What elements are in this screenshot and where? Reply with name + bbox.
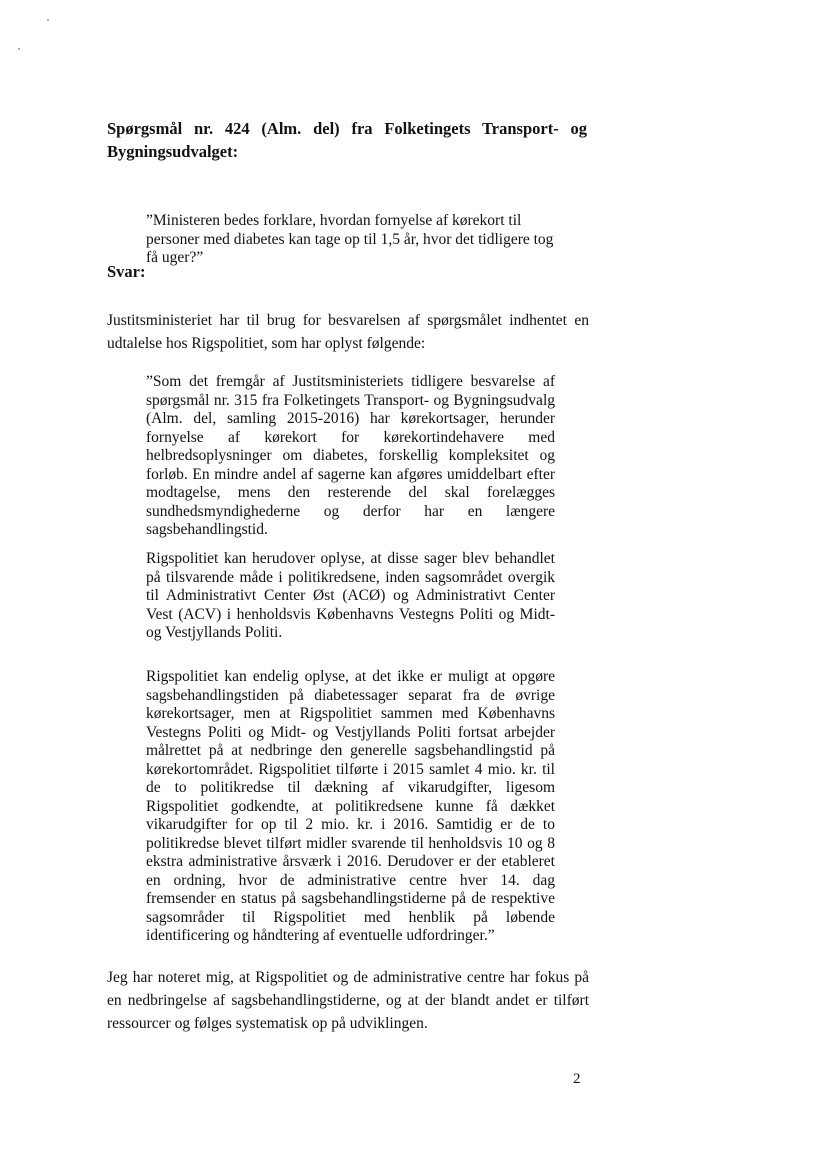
scan-speck <box>18 48 20 50</box>
question-heading: Spørgsmål nr. 424 (Alm. del) fra Folketingets Transport- og Bygningsudvalget: <box>107 119 587 161</box>
closing-paragraph: Jeg har noteret mig, at Rigspolitiet og de administrative centre har fokus på en nedbringelse af sagsbehandlingstiderne, og at der blandt andet er tilført ressourcer og følges systematisk op på udviklingen. <box>107 969 589 1032</box>
quote-paragraph: ”Som det fremgår af Justitsministeriets tidligere besvarelse af spørgsmål nr. 315 fra Folketingets Transport- og Bygningsudvalg (Alm. del, samling 2015-2016) har kørekortsager, herunder fornyelse af kørekort for kørekortindehavere med helbredsoplysninger om diabetes, forskellig kompleksitet og forløb. En mindre andel af sagerne kan afgøres umiddelbart efter modtagelse, mens den resterende del skal forelægges sundhedsmyndighederne og derfor har en længere sagsbehandlingstid. <box>146 373 555 538</box>
question-text: ”Ministeren bedes forklare, hvordan fornyelse af kørekort til personer med diabetes kan tage op til 1,5 år, hvor det tidligere tog få uger?” <box>146 212 554 266</box>
answer-intro-paragraph: Justitsministeriet har til brug for besvarelsen af spørgsmålet indhentet en udtalelse hos Rigspolitiet, som har oplyst følgende: <box>107 312 589 352</box>
quote-paragraph: Rigspolitiet kan herudover oplyse, at disse sager blev behandlet på tilsvarende måde i politikredsene, inden sagsområdet overgik til Administrativt Center Øst (ACØ) og Administrativt Center Vest (ACV) i henholdsvis Københavns Vestegns Politi og Midt- og Vestjyllands Politi. <box>146 550 555 641</box>
answer-label: Svar: <box>107 262 146 281</box>
scan-speck <box>47 19 49 21</box>
quote-paragraph: Rigspolitiet kan endelig oplyse, at det ikke er muligt at opgøre sagsbehandlingstiden på diabetessager separat fra de øvrige kørekortsager, men at Rigspolitiet sammen med Københavns Vestegns Politi og Midt- og Vestjyllands Politi fortsat arbejder målrettet på at nedbringe den generelle sagsbehandlingstid på kørekortområdet. Rigspolitiet tilførte i 2015 samlet 4 mio. kr. til de to politikredse til dækning af vikarudgifter, ligesom Rigspolitiet godkendte, at politikredsene kunne få dækket vikarudgifter for op til 2 mio. kr. i 2016. Samtidig er de to politikredse blevet tilført midler svarende til henholdsvis 10 og 8 ekstra administrative årsværk i 2016. Derudover er der etableret en ordning, hvor de administrative centre hver 14. dag fremsender en status på sagsbehandlingstiderne på de respektive sagsområder til Rigspolitiet med henblik på løbende identificering og håndtering af eventuelle udfordringer.” <box>146 668 555 944</box>
page-number: 2 <box>573 1071 581 1087</box>
